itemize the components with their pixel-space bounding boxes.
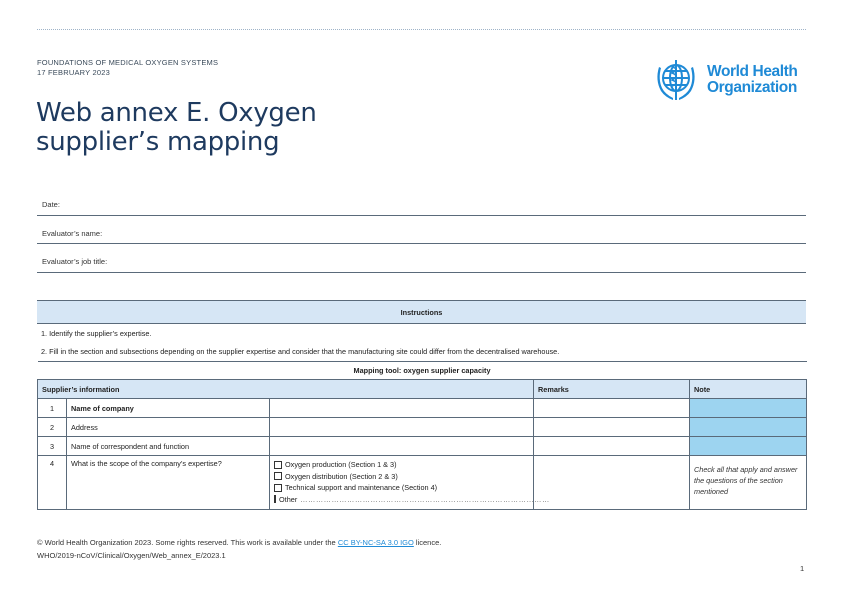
document-id: WHO/2019-nCoV/Clinical/Oxygen/Web_annex_E/2023.1: [37, 551, 226, 560]
column-remarks: Remarks: [534, 380, 690, 399]
note-text: Check all that apply and answer the questions of the section mentioned: [694, 465, 798, 496]
header-meta: [37, 58, 218, 78]
option-oxygen-production[interactable]: [274, 459, 529, 471]
note-cell: [690, 418, 807, 437]
evaluator-name-label: Evaluator’s name:: [42, 229, 103, 238]
page-number: 1: [800, 564, 805, 573]
checkbox[interactable]: [274, 461, 282, 469]
instructions-table: [37, 300, 806, 360]
answer-cell[interactable]: [270, 437, 534, 456]
column-supplier-info: Supplier’s information: [38, 380, 534, 399]
evaluator-title-line[interactable]: [37, 272, 806, 273]
expertise-options: [270, 456, 550, 510]
header-divider: [37, 29, 806, 30]
date-field-label: Date:: [42, 200, 60, 209]
option-other[interactable]: [274, 494, 550, 506]
mapping-caption: Mapping tool: oxygen supplier capacity: [38, 362, 807, 380]
option-label: Oxygen production (Section 1 & 3): [285, 460, 397, 470]
answer-cell[interactable]: [270, 418, 534, 437]
evaluator-name-line[interactable]: [37, 243, 806, 244]
table-row: [38, 418, 807, 437]
remarks-cell[interactable]: [534, 456, 690, 510]
row-label: What is the scope of the company’s expertise?: [67, 456, 270, 510]
copyright-line: [37, 536, 441, 549]
title-line-2: supplier’s mapping: [36, 127, 280, 157]
logo-line-1: World Health: [707, 63, 798, 80]
who-emblem-icon: [651, 55, 701, 105]
row-number: 1: [38, 399, 67, 418]
option-label: Other: [279, 494, 298, 504]
option-oxygen-distribution[interactable]: [274, 471, 529, 483]
publication-date: 17 FEBRUARY 2023: [37, 68, 110, 77]
remarks-cell[interactable]: [534, 418, 690, 437]
copyright-prefix: © World Health Organization 2023. Some rights reserved. This work is available under the: [37, 538, 336, 547]
page-title: [36, 99, 317, 157]
table-row: [38, 456, 807, 510]
column-note: Note: [690, 380, 807, 399]
table-row: [38, 399, 807, 418]
checkbox[interactable]: [274, 484, 282, 492]
series-title: FOUNDATIONS OF MEDICAL OXYGEN SYSTEMS: [37, 58, 219, 67]
date-field-line[interactable]: [37, 215, 806, 216]
option-label: Oxygen distribution (Section 2 & 3): [285, 471, 398, 481]
row-number: 2: [38, 418, 67, 437]
remarks-cell[interactable]: [534, 399, 690, 418]
mapping-table: [37, 361, 807, 510]
note-cell: [690, 456, 807, 510]
evaluator-title-label: Evaluator’s job title:: [42, 257, 108, 266]
row-number: 3: [38, 437, 67, 456]
instructions-heading: Instructions: [37, 301, 806, 324]
who-logo: [651, 55, 807, 105]
copyright-suffix: licence.: [415, 538, 442, 547]
row-label: Name of company: [67, 399, 270, 418]
row-label: Address: [67, 418, 270, 437]
checkbox[interactable]: [274, 495, 276, 503]
option-label: Technical support and maintenance (Section 4): [285, 483, 438, 493]
note-cell: [690, 437, 807, 456]
row-label: Name of correspondent and function: [67, 437, 270, 456]
remarks-cell[interactable]: [534, 437, 690, 456]
other-fill-line[interactable]: ……………………………………………………………………………………: [300, 494, 550, 504]
table-row: [38, 437, 807, 456]
instruction-item: 2. Fill in the section and subsections depending on the supplier expertise and consider that the manufacturing site could differ from the decentralised warehouse.: [41, 346, 560, 356]
licence-link[interactable]: CC BY-NC-SA 3.0 IGO: [337, 538, 414, 547]
instruction-item: 1. Identify the supplier’s expertise.: [41, 328, 152, 338]
title-line-1: Web annex E. Oxygen: [36, 98, 317, 128]
logo-line-2: Organization: [707, 79, 797, 96]
checkbox[interactable]: [274, 472, 282, 480]
footer: [37, 536, 441, 562]
logo-text: [707, 64, 798, 96]
row-number: 4: [38, 456, 67, 510]
note-cell: [690, 399, 807, 418]
option-technical-support[interactable]: [274, 482, 529, 494]
answer-cell[interactable]: [270, 399, 534, 418]
